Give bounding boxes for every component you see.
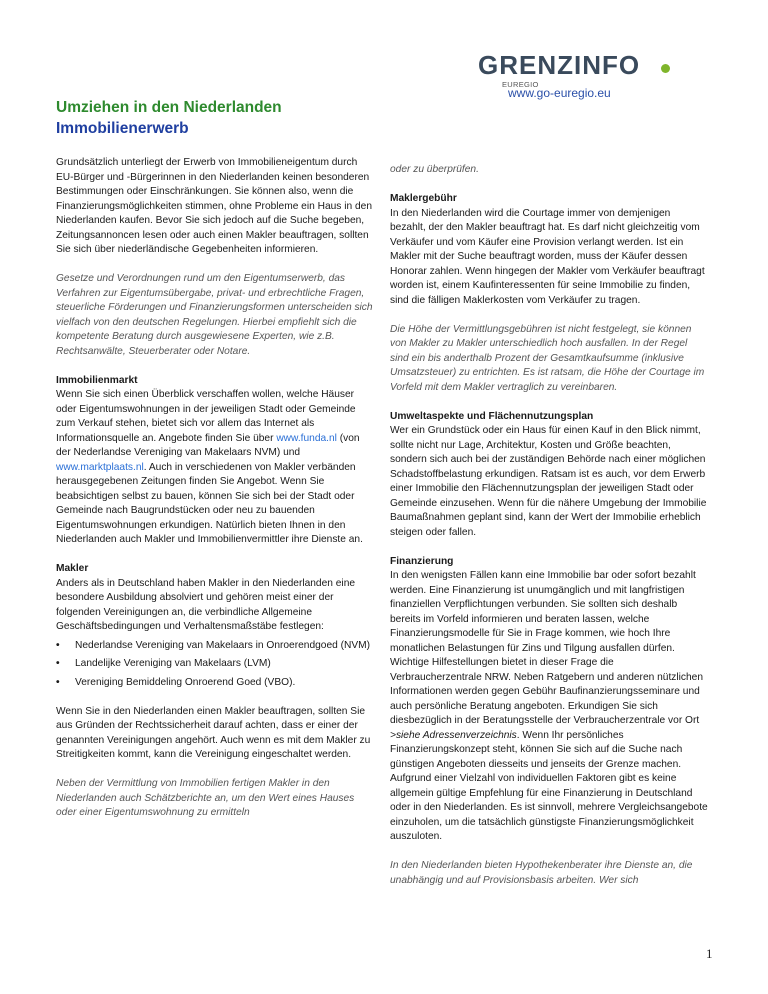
logo-wordmark: GRENZINFO [478,50,641,80]
document-title: Umziehen in den Niederlanden [56,99,282,116]
marktplaats-link[interactable]: www.marktplaats.nl [56,461,144,473]
finanzierung-paragraph: In den wenigsten Fällen kann eine Immobilie bar oder sofort bezahlt werden. Eine Finanzierung ist unumgänglich und mit langfristigen finanziellen Verpflichtungen verbunden. Sie sollten sich deshalb bereits im Vorfeld informieren und beraten lassen, welche Finanzierungsmodelle für Sie in Frage kommen, wie hoch Ihre monatlichen Belastungen für Zins und Tilgung ausfallen dürfen. Wichtige Hilfestellungen bietet in dieser Frage die Verbraucherzentrale NRW. Neben Ratgebern und anderen nützlichen Informationen werden gegen Gebühr Baufinanzierungsseminare und auch persönliche Beratung angeboten. Erkundigen Sie sich diesbezüglich in der Beratungsstelle der Verbraucherzentrale vor Ort >siehe Adressenverzeichnis. Wenn Ihr persönliches Finanzierungskonzept steht, können Sie sich auf die Suche nach günstigen Angeboten diesseits und jenseits der Grenze machen. Aufgrund einer Vielzahl von individuellen Faktoren gibt es keine allgemein gültige Empfehlung für eine Finanzierung in Deutschland oder in den Niederlanden. Es ist sinnvoll, mehrere Vergleichsangebote einzuholen, um die tatsächlich günstigste Finanzierungsmöglichkeit auszuloten. [390,570,708,842]
maklergebuehr-italic-paragraph: Die Höhe der Vermittlungsgebühren ist nicht festgelegt, sie können von Makler zu Makler unterschiedlich hoch ausfallen. In der Regel sind ein bis anderthalb Prozent der Gesamtkaufsumme (inklusive Umsatzsteuer) zu entrichten. Es ist ratsam, die Höhe der Courtage im Vorfeld mit dem Makler vertraglich zu vereinbaren. [390,323,705,393]
bullet-icon: • [56,676,60,688]
makler-paragraph-2: Wenn Sie in den Niederlanden einen Makler beauftragen, sollten Sie aus Gründen der Rechtssicherheit darauf achten, dass er einer der genannten Vereinigungen angehört. Auch wenn es mit dem Makler zu Streitigkeiten kommt, kann die Vereinigung eingeschaltet werden. [56,705,371,760]
document-subtitle: Immobilienerwerb [56,120,189,137]
section-heading-umweltaspekte: Umweltaspekte und Flächennutzungsplan [390,410,594,422]
intro-italic-paragraph: Gesetze und Verordnungen rund um den Eigentumserwerb, das Verfahren zur Eigentumsübergabe, privat- und erbrechtliche Fragen, steuerliche Förderungen und Finanzierungsformen unterscheiden sich vielfach von den deutschen Regelungen. Hierbei empfiehlt sich die kompetente Beratung durch ausgewiesene Experten, wie z.B. Rechtsanwälte, Steuerberater oder Notare. [56,273,373,357]
intro-paragraph: Grundsätzlich unterliegt der Erwerb von Immobilieneigentum durch EU-Bürger und -Bürgerinnen in den Niederlanden keinen besonderen Bestimmungen oder Einschränkungen. Sie können also, wenn die Finanzierungsmöglichkeiten stimmen, ohne Probleme ein Haus in den Niederlanden kaufen. Bevor Sie sich jedoch auf die Suche begeben, Zeitungsannoncen lesen oder auch einen Makler beauftragen, sollten Sie sich über niederländische Gegebenheiten informieren. [56,157,372,255]
list-item: • Nederlandse Vereniging van Makelaars in Onroerendgoed (NVM) [56,639,374,654]
page-number: 1 [706,946,713,961]
section-heading-immobilienmarkt: Immobilienmarkt [56,374,138,386]
address-reference: >siehe Adressenverzeichnis [390,729,517,741]
left-column [56,156,374,835]
list-item: • Landelijke Vereniging van Makelaars (LVM) [56,657,374,672]
bullet-icon: • [56,639,60,651]
makler-italic-paragraph: Neben der Vermittlung von Immobilien fertigen Makler in den Niederlanden auch Schätzberichte an, um den Wert eines Hauses oder einer Eigentumswohnung zu ermitteln [56,778,355,818]
section-heading-finanzierung: Finanzierung [390,555,454,567]
funda-link[interactable]: www.funda.nl [276,432,337,444]
immobilienmarkt-paragraph: Wenn Sie sich einen Überblick verschaffen wollen, welche Häuser oder Eigentumswohnungen in der jeweiligen Stadt oder Gemeinde zum Verkauf stehen, bietet sich vor allem das Internet als Informationsquelle an. Angebote finden Sie über www.funda.nl (von der Nederlandse Vereniging van Makelaars NVM) und www.marktplaats.nl. Auch in verschiedenen von Makler verbänden herausgegebenen Zeitungen finden Sie Angebot. Wenn Sie beabsichtigen selbst zu bauen, können Sie sich bei der Stadt oder Gemeinde nach Baugrundstücken oder neu zu bauenden Eigentumswohnungen erkundigen. Natürlich bieten Ihnen in den Niederlanden auch Makler und Immobilienvermittler ihre Dienste an. [56,389,363,545]
logo-euregio: EUREGIO [502,80,539,89]
logo-url[interactable]: www.go-euregio.eu [508,86,611,100]
maklergebuehr-paragraph: In den Niederlanden wird die Courtage immer von demjenigen bezahlt, der den Makler beauftragt hat. Es darf nicht gleichzeitig vom Verkäufer und vom Käufer eine Provision verlangt werden. Ist ein Makler mit der Suche beauftragt worden, muss der Käufer dessen Honorar zahlen. Wenn hingegen der Makler vom Verkäufer beauftragt worden ist, einem Kaufinteressenten für seine Immobilie zu finden, sind die fälligen Maklerkosten vom Verkäufer zu tragen. [390,207,705,306]
list-item: • Vereniging Bemiddeling Onroerend Goed (VBO). [56,676,374,691]
finanzierung-italic-paragraph: In den Niederlanden bieten Hypothekenberater ihre Dienste an, die unabhängig und auf Provisionsbasis arbeiten. Wer sich [390,860,693,886]
bullet-icon: • [56,658,60,669]
makler-paragraph: Anders als in Deutschland haben Makler in den Niederlanden eine besondere Ausbildung absolviert und gehören meist einer der folgenden Vereinigungen an, die verbindliche Allgemeine Geschäftsbedingungen und Verhaltensmaßstäbe festlegen: [56,577,356,632]
section-heading-maklergebuehr: Maklergebühr [390,193,457,204]
gren-z-info-logo [478,48,678,118]
umweltaspekte-paragraph: Wer ein Grundstück oder ein Haus für einen Kauf in den Blick nimmt, sollte nicht nur Lage, Architektur, Kosten und Größe beachten, sondern sich auch bei der zuständigen Behörde nach einer möglichen Schadstoffbelastung erkundigen. Ratsam ist es auch, vor dem Erwerb einer Immobilie den Flächennutzungsplan der jeweiligen Stadt oder Gemeinde einzusehen. Wenn für die nähere Umgebung der Immobilie Baumaßnahmen geplant sind, kann der Wert der Immobilie erheblich steigen oder fallen. [390,425,707,538]
right-column [390,163,708,903]
logo-green-dot-icon [661,64,670,73]
section-heading-makler: Makler [56,563,89,574]
continued-italic-text: oder zu überprüfen. [390,164,479,175]
